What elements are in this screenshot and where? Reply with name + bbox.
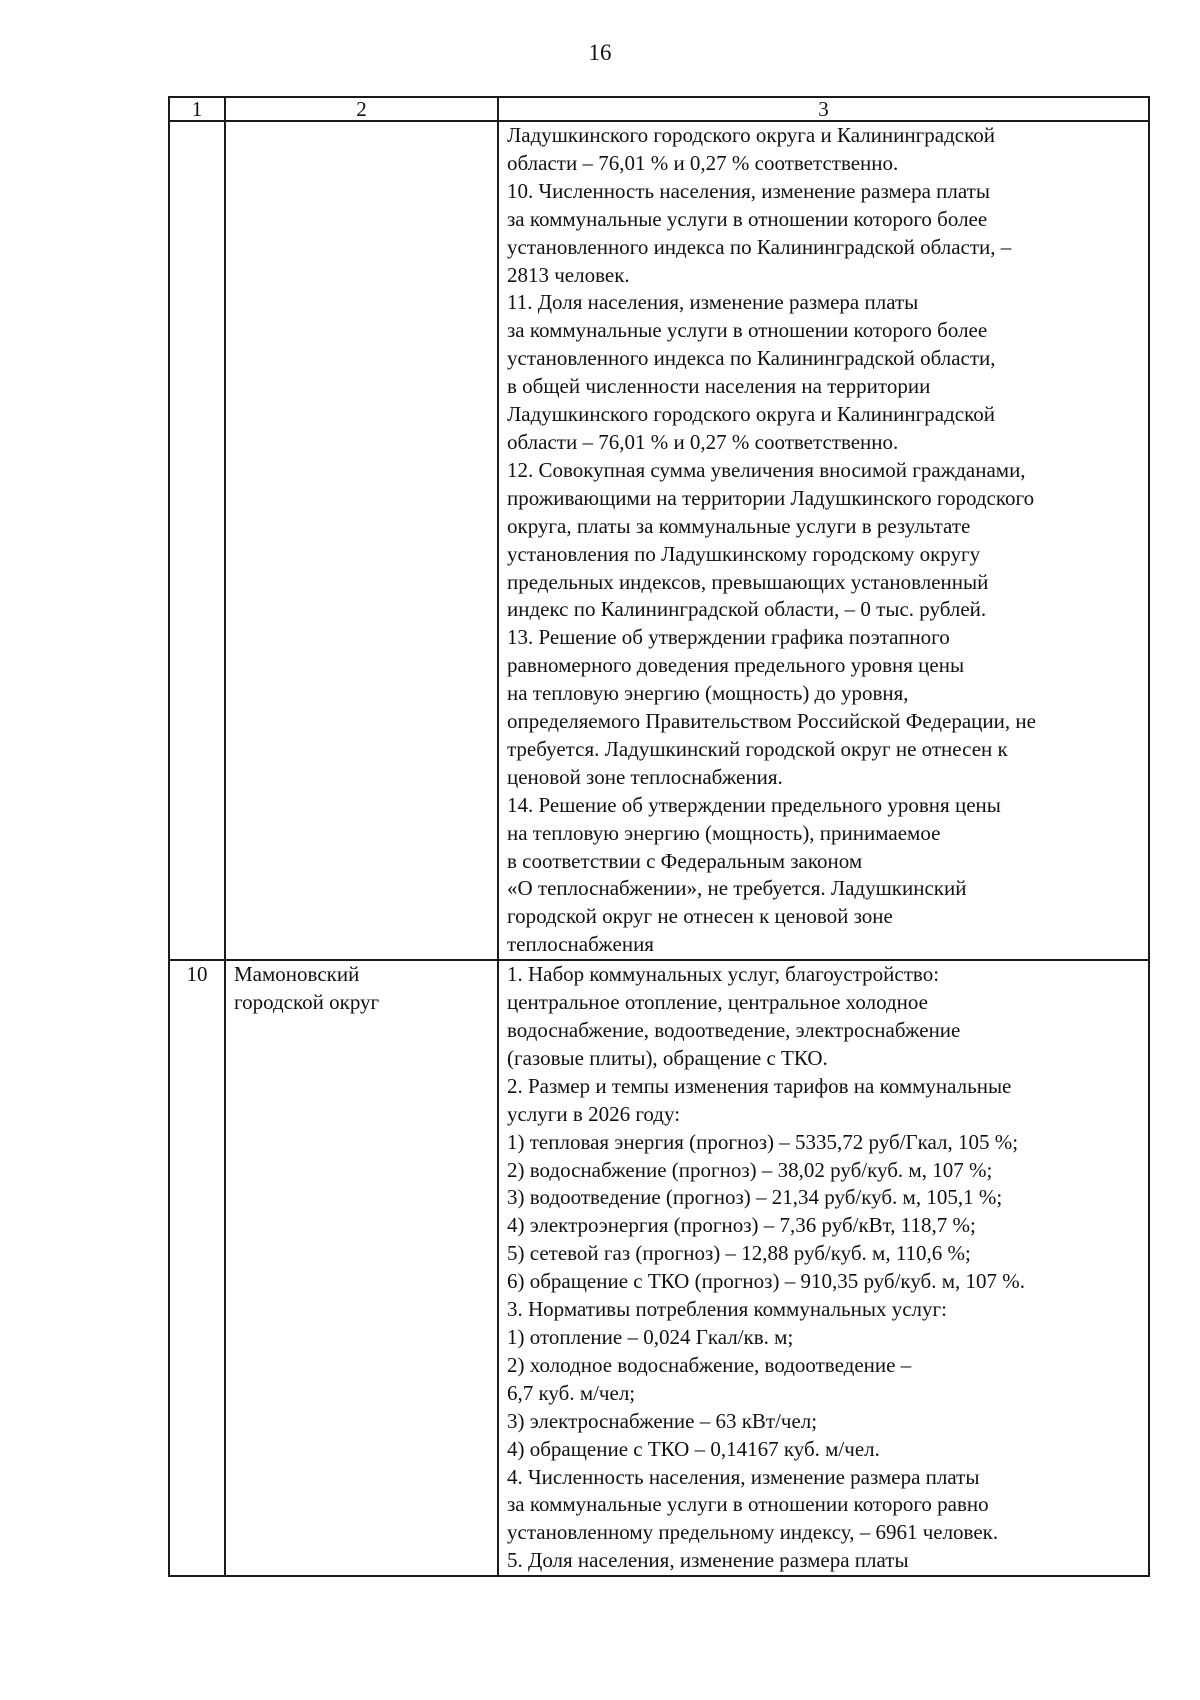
tariff-detail-line: 13. Решение об утверждении графика поэтапного — [507, 625, 950, 650]
municipality-name-cell — [225, 121, 498, 960]
tariff-detail-line: теплоснабжения — [507, 932, 654, 957]
tariff-detail-line: (газовые плиты), обращение с ТКО. — [507, 1045, 828, 1070]
tariff-detail-line: 12. Совокупная сумма увеличения вносимой гражданами, — [507, 457, 1026, 482]
tariff-detail-line: в общей численности населения на территории — [507, 374, 931, 399]
tariff-detail-line: 5) сетевой газ (прогноз) – 12,88 руб/куб. м, 110,6 %; — [507, 1241, 971, 1266]
tariff-detail-line: на тепловую энергию (мощность), принимаемое — [507, 820, 941, 845]
tariff-detail-line: установленному предельному индексу, – 6961 человек. — [507, 1520, 999, 1545]
tariff-detail-line: 2) холодное водоснабжение, водоотведение – — [507, 1352, 912, 1377]
column-header-2: 2 — [225, 97, 498, 121]
tariff-detail-line: услуги в 2026 году: — [507, 1101, 681, 1126]
tariff-detail-line: установленного индекса по Калининградской области, – — [507, 234, 1012, 259]
tariff-detail-line: 1) отопление – 0,024 Гкал/кв. м; — [507, 1324, 794, 1349]
tariff-detail-line: предельных индексов, превышающих установленный — [507, 569, 989, 594]
table-row — [169, 960, 1149, 1576]
tariff-detail-line: «О теплоснабжении», не требуется. Ладушкинский — [507, 876, 967, 901]
tariff-detail-line: за коммунальные услуги в отношении которого более — [507, 206, 988, 231]
tariff-detail-line: установленного индекса по Калининградской области, — [507, 346, 996, 371]
tariff-detail-line: 2813 человек. — [507, 262, 630, 287]
municipality-name-line: городской округ — [234, 990, 380, 1015]
municipality-name-line: Мамоновский — [234, 962, 360, 987]
tariff-detail-line: на тепловую энергию (мощность) до уровня, — [507, 681, 909, 706]
tariff-detail-line: 10. Численность населения, изменение размера платы — [507, 178, 990, 203]
tariff-details-cell — [498, 121, 1149, 960]
tariff-detail-line: 2. Размер и темпы изменения тарифов на коммунальные — [507, 1073, 1012, 1098]
tariff-detail-line: 4) обращение с ТКО – 0,14167 куб. м/чел. — [507, 1436, 880, 1461]
tariff-table — [168, 96, 1150, 1577]
tariff-detail-line: 1. Набор коммунальных услуг, благоустройство: — [507, 962, 940, 987]
tariff-detail-line: определяемого Правительством Российской Федерации, не — [507, 709, 1036, 734]
tariff-detail-line: 6) обращение с ТКО (прогноз) – 910,35 руб/куб. м, 107 %. — [507, 1269, 1026, 1294]
tariff-detail-line: за коммунальные услуги в отношении которого более — [507, 318, 988, 343]
tariff-detail-line: 14. Решение об утверждении предельного уровня цены — [507, 792, 1001, 817]
tariff-detail-line: ценовой зоне теплоснабжения. — [507, 764, 783, 789]
row-number-cell — [169, 121, 225, 960]
tariff-detail-line: городской округ не отнесен к ценовой зоне — [507, 904, 893, 929]
tariff-detail-line: 3. Нормативы потребления коммунальных услуг: — [507, 1297, 947, 1322]
tariff-detail-line: за коммунальные услуги в отношении которого равно — [507, 1492, 989, 1517]
tariff-detail-line: Ладушкинского городского округа и Калининградской — [507, 402, 995, 427]
tariff-detail-line: 5. Доля населения, изменение размера платы — [507, 1548, 909, 1573]
table-header-row — [169, 97, 1149, 121]
tariff-detail-line: 11. Доля населения, изменение размера платы — [507, 290, 919, 315]
column-header-3: 3 — [498, 97, 1149, 121]
tariff-detail-line: 3) водоотведение (прогноз) – 21,34 руб/куб. м, 105,1 %; — [507, 1185, 1003, 1210]
tariff-detail-line: индекс по Калининградской области, – 0 тыс. рублей. — [507, 597, 987, 622]
tariff-detail-line: равномерного доведения предельного уровня цены — [507, 653, 965, 678]
tariff-details-cell — [498, 960, 1149, 1576]
tariff-detail-line: Ладушкинского городского округа и Калининградской — [507, 123, 995, 147]
tariff-detail-line: водоснабжение, водоотведение, электроснабжение — [507, 1018, 961, 1042]
row-number-cell: 10 — [169, 960, 225, 1576]
tariff-detail-line: центральное отопление, центральное холодное — [507, 990, 928, 1015]
tariff-detail-line: в соответствии с Федеральным законом — [507, 848, 863, 873]
tariff-detail-line: проживающими на территории Ладушкинского городского — [507, 485, 1035, 510]
tariff-detail-line: 1) тепловая энергия (прогноз) – 5335,72 руб/Гкал, 105 %; — [507, 1129, 1019, 1154]
municipality-name-cell — [225, 960, 498, 1576]
tariff-detail-line: 3) электроснабжение – 63 кВт/чел; — [507, 1408, 818, 1433]
tariff-detail-line: 6,7 куб. м/чел; — [507, 1380, 636, 1405]
table-body — [169, 121, 1149, 1576]
tariff-detail-line: установления по Ладушкинскому городскому округу — [507, 541, 981, 566]
tariff-detail-line: 4) электроэнергия (прогноз) – 7,36 руб/кВт, 118,7 %; — [507, 1213, 976, 1238]
tariff-detail-line: округа, платы за коммунальные услуги в результате — [507, 513, 971, 538]
table-row — [169, 121, 1149, 960]
tariff-detail-line: требуется. Ладушкинский городской округ не отнесен к — [507, 736, 1008, 761]
tariff-detail-line: 2) водоснабжение (прогноз) – 38,02 руб/куб. м, 107 %; — [507, 1157, 993, 1182]
column-header-1: 1 — [169, 97, 225, 121]
tariff-detail-line: 4. Численность населения, изменение размера платы — [507, 1464, 980, 1489]
page-number: 16 — [588, 40, 612, 65]
tariff-detail-line: области – 76,01 % и 0,27 % соответственно. — [507, 429, 899, 454]
tariff-detail-line: области – 76,01 % и 0,27 % соответственно. — [507, 150, 899, 175]
